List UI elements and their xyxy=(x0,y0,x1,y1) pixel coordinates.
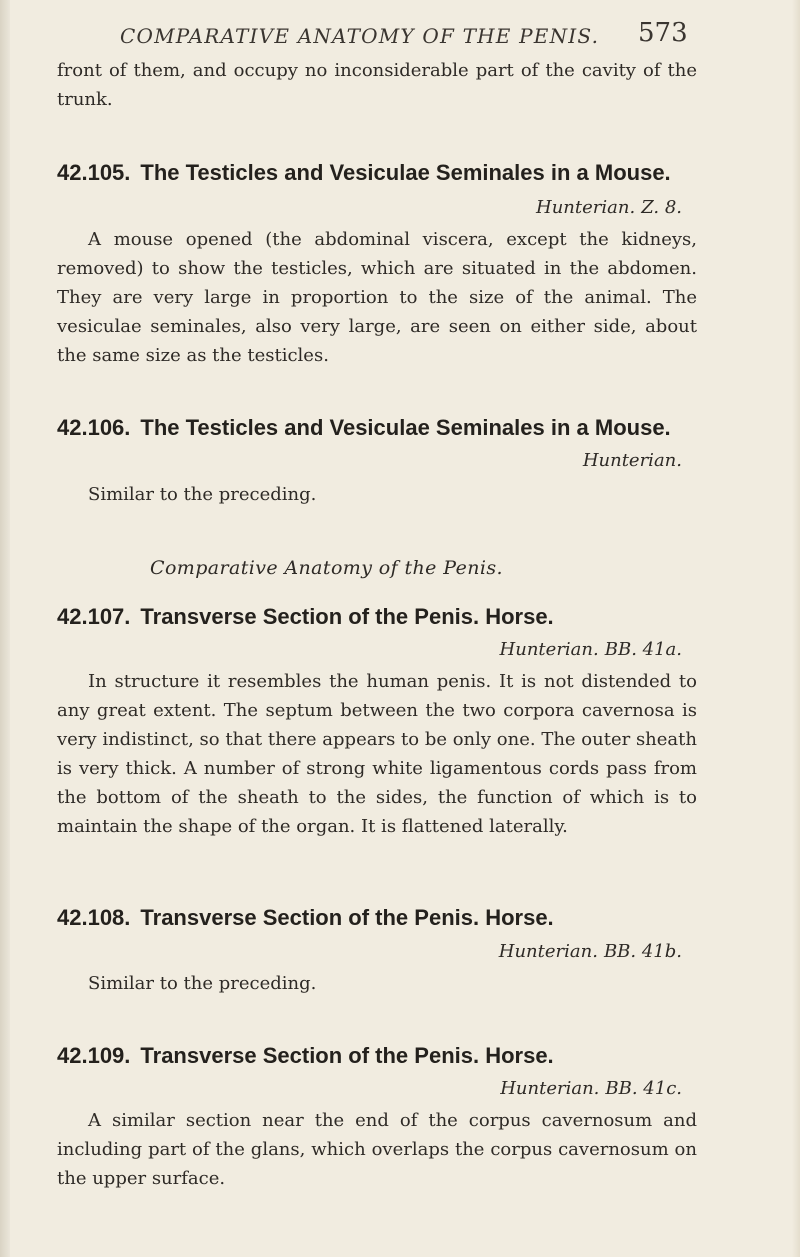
collection-name: Hunterian. xyxy=(498,941,598,962)
entry-number: 42.105. xyxy=(57,160,131,185)
page-right-edge xyxy=(792,0,800,1257)
entry-heading xyxy=(57,160,671,186)
entry-heading xyxy=(57,905,554,931)
entry-heading xyxy=(57,415,671,441)
collection-name: Hunterian. xyxy=(500,1078,600,1099)
entry-number: 42.106. xyxy=(57,415,131,440)
catalogue-ref: Z. 8. xyxy=(641,197,682,218)
entry-source xyxy=(500,639,682,660)
entry-source xyxy=(536,197,682,218)
entry-source xyxy=(583,450,682,471)
collection-name: Hunterian. xyxy=(536,197,636,218)
entry-title: Transverse Section of the Penis. Horse. xyxy=(140,905,554,930)
catalogue-ref: BB. 41b. xyxy=(603,941,682,962)
entry-title: Transverse Section of the Penis. Horse. xyxy=(140,1043,554,1068)
catalogue-ref: BB. 41c. xyxy=(605,1078,682,1099)
entry-source xyxy=(500,1078,682,1099)
entry-number: 42.108. xyxy=(57,905,131,930)
page-number: 573 xyxy=(638,18,688,48)
entry-heading xyxy=(57,1043,554,1069)
entry-number: 42.109. xyxy=(57,1043,131,1068)
entry-description: A mouse opened (the abdominal viscera, except the kidneys, removed) to show the testicles, which are situated in the abdomen. They are very large in proportion to the size of the animal. The vesiculae seminales, also very large, are seen on either side, about the same size as the testicles. xyxy=(57,229,697,366)
entry-description: Similar to the preceding. xyxy=(88,973,317,994)
entry-heading xyxy=(57,604,554,630)
collection-name: Hunterian. xyxy=(582,450,682,471)
entry-title: Transverse Section of the Penis. Horse. xyxy=(140,604,554,629)
page-binding-edge xyxy=(0,0,10,1257)
entry-title: The Testicles and Vesiculae Seminales in a Mouse. xyxy=(140,415,671,440)
entry-description: A similar section near the end of the corpus cavernosum and including part of the glans, which overlaps the corpus cavernosum on the upper surface. xyxy=(57,1110,697,1189)
running-head: COMPARATIVE ANATOMY OF THE PENIS. xyxy=(120,24,600,48)
entry-number: 42.107. xyxy=(57,604,131,629)
entry-source xyxy=(499,941,682,962)
collection-name: Hunterian. xyxy=(499,639,599,660)
intro-paragraph: front of them, and occupy no inconsiderable part of the cavity of the trunk. xyxy=(57,60,697,110)
entry-title: The Testicles and Vesiculae Seminales in a Mouse. xyxy=(140,160,671,185)
catalogue-ref: BB. 41a. xyxy=(604,639,682,660)
entry-description: In structure it resembles the human penis. It is not distended to any great extent. The septum between the two corpora cavernosa is very indistinct, so that there appears to be only one. The outer sheath is very thick. A number of strong white ligamentous cords pass from the bottom of the sheath to the sides, the function of which is to maintain the shape of the organ. It is flattened laterally. xyxy=(57,671,697,837)
section-title: Comparative Anatomy of the Penis. xyxy=(150,557,503,579)
entry-description: Similar to the preceding. xyxy=(88,484,317,505)
